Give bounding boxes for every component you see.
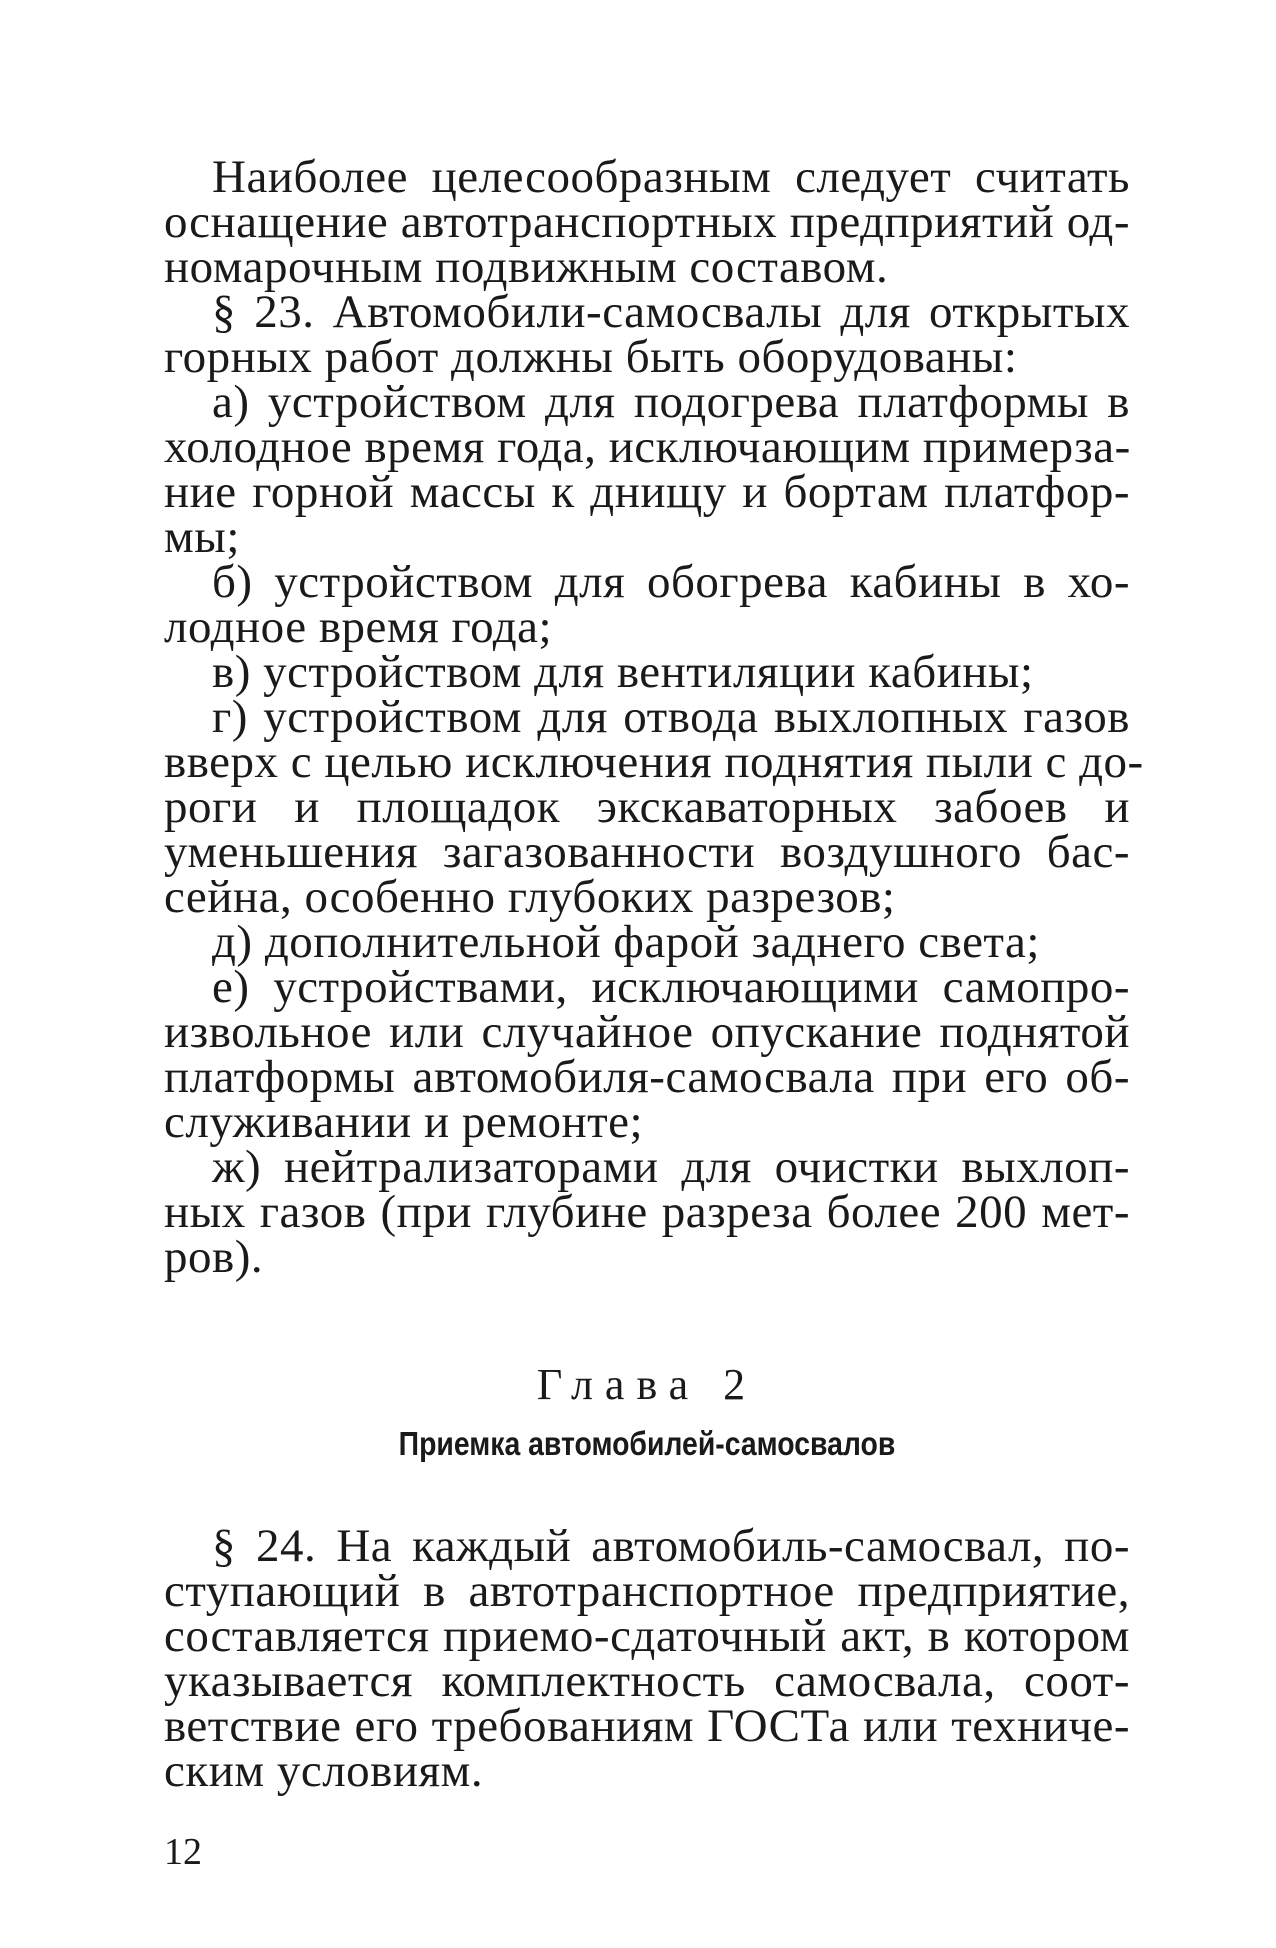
- intro-paragraph: [164, 151, 1130, 293]
- text-line: в) устройством для вентиляции кабины;: [212, 646, 1034, 698]
- text-line: платформы автомобиля-самосвала при его об-: [164, 1051, 1130, 1103]
- text-line: указывается комплектность самосвала, соот-: [164, 1655, 1130, 1707]
- text-line: оснащение автотранспортных предприятий од-: [164, 196, 1130, 248]
- section-24: [164, 1520, 1130, 1797]
- section-24-heading-line: § 24. На каждый автомобиль-самосвал, по-: [212, 1520, 1130, 1572]
- text-line: г) устройством для отвода выхлопных газов: [212, 691, 1130, 743]
- section-23: [164, 286, 1144, 1283]
- list-item-d: [164, 916, 1130, 968]
- text-line: служивании и ремонте;: [164, 1096, 644, 1148]
- list-item-g: [164, 691, 1144, 923]
- text-line: составляется приемо-сдаточный акт, в котором: [164, 1610, 1130, 1662]
- list-item-zh: [164, 1141, 1130, 1283]
- list-item-a: [164, 376, 1131, 563]
- text-line: холодное время года, исключающим примерза-: [164, 421, 1131, 473]
- text-line: б) устройством для обогрева кабины в хо-: [212, 556, 1130, 608]
- chapter-title: Приемка автомобилей-самосвалов: [398, 1425, 896, 1462]
- text-line: номарочным подвижным составом.: [164, 241, 889, 293]
- text-line: лодное время года;: [164, 601, 553, 653]
- text-line: горных работ должны быть оборудованы:: [164, 331, 1018, 383]
- text-line: ров).: [164, 1231, 264, 1283]
- chapter-heading: Глава 2: [536, 1360, 758, 1409]
- text-line: роги и площадок экскаваторных забоев и: [164, 781, 1130, 833]
- text-line: уменьшения загазованности воздушного бас-: [164, 826, 1130, 878]
- text-line: ступающий в автотранспортное предприятие,: [164, 1565, 1130, 1617]
- text-line: сейна, особенно глубоких разрезов;: [164, 871, 896, 923]
- text-line: вверх с целью исключения поднятия пыли с до-: [164, 736, 1144, 788]
- text-line: ж) нейтрализаторами для очистки выхлоп-: [212, 1141, 1130, 1193]
- section-23-heading-line: § 23. Автомобили-самосвалы для открытых: [212, 286, 1130, 338]
- list-item-b: [164, 556, 1130, 653]
- text-line: Наиболее целесообразным следует считать: [212, 151, 1130, 203]
- text-line: ветствие его требованиям ГОСТа или техниче-: [164, 1700, 1130, 1752]
- text-line: извольное или случайное опускание поднятой: [164, 1006, 1130, 1058]
- text-line: ским условиям.: [164, 1745, 484, 1797]
- text-line: е) устройствами, исключающими самопро-: [212, 961, 1130, 1013]
- text-line: ние горной массы к днищу и бортам платфор-: [164, 466, 1130, 518]
- page-number: 12: [164, 1831, 202, 1873]
- text-line: д) дополнительной фарой заднего света;: [212, 916, 1040, 968]
- document-page: [164, 151, 1144, 1797]
- text-line: а) устройством для подогрева платформы в: [212, 376, 1130, 428]
- list-item-e: [164, 961, 1130, 1148]
- text-line: ных газов (при глубине разреза более 200 мет-: [164, 1186, 1130, 1238]
- list-item-v: [164, 646, 1130, 698]
- text-line: мы;: [164, 511, 240, 563]
